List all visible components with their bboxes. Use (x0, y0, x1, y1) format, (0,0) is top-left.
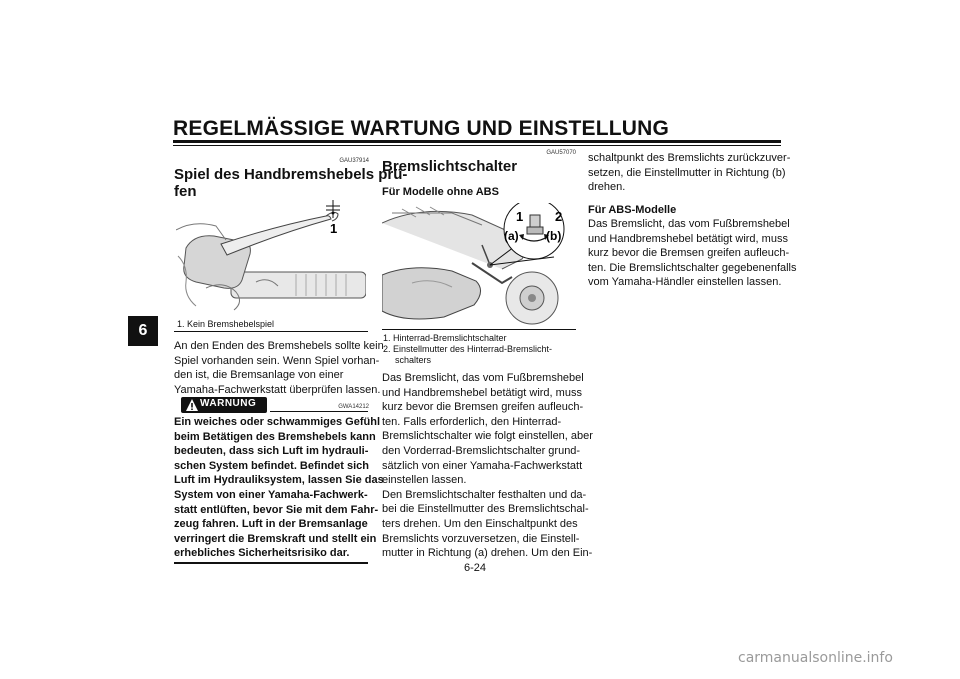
warning-text (174, 415, 384, 561)
section-heading-line: fen (174, 183, 197, 200)
warning-line: erhebliches Sicherheitsrisiko dar. (174, 547, 350, 560)
body-text (174, 339, 384, 397)
body-line: Das Bremslicht, das vom Fußbremshebel (382, 372, 584, 384)
body-line: und Handbremshebel betätigt wird, muss (382, 386, 582, 399)
section-heading-line: Spiel des Handbremshebels prü- (174, 166, 408, 183)
body-line: ten. Die Bremslichtschalter gegebenenfalls (588, 261, 797, 274)
chapter-number: 6 (138, 322, 148, 339)
body-line: vom Yamaha-Händler einstellen lassen. (588, 276, 782, 289)
body-line: einstellen lassen. (382, 474, 467, 487)
body-text (382, 371, 593, 561)
page-number: 6-24 (464, 562, 487, 574)
body-line: ten. Falls erforderlich, den Hinterrad- (382, 415, 562, 428)
warning-line: zeug fahren. Luft in der Bremsanlage (174, 518, 368, 531)
warning-line: statt entlüften, bevor Sie mit dem Fahr- (174, 503, 379, 516)
caption-line: schalters (395, 355, 432, 365)
figure-captions (383, 333, 552, 366)
body-line: Bremslichtschalter wie folgt einstellen, aber (382, 430, 593, 443)
subheading: Für ABS-Modelle (588, 204, 677, 216)
caption-divider (174, 331, 368, 332)
body-line: und Handbremshebel betätigt wird, muss (588, 232, 788, 245)
page-title: REGELMÄSSIGE WARTUNG UND EINSTELLUNG (173, 117, 670, 140)
body-line: ters drehen. Um den Einschaltpunkt des (382, 517, 578, 530)
section-code: GAU57070 (546, 150, 576, 156)
body-text (588, 217, 797, 290)
section-code: GAU37914 (339, 158, 369, 164)
warning-label: WARNUNG (200, 398, 257, 409)
section-heading: Bremslichtschalter (382, 158, 518, 175)
body-line: bei die Einstellmutter des Bremslichtschal- (382, 503, 589, 516)
figure-label-a: (a) (504, 229, 519, 243)
body-line: mutter in Richtung (a) drehen. Um den Ein- (382, 547, 593, 560)
title-rule-thin (173, 145, 781, 146)
subheading: Für Modelle ohne ABS (382, 186, 499, 198)
warning-rule (270, 411, 368, 412)
figure-label-b: (b) (546, 229, 562, 243)
warning-line: schen System befindet. Befindet sich (174, 459, 369, 472)
brake-switch-illustration (382, 203, 577, 328)
warning-line: Ein weiches oder schwammiges Gefühl (174, 416, 381, 428)
body-line: den Vorderrad-Bremslichtschalter grund- (382, 444, 581, 457)
figure-caption: 1. Kein Bremshebelspiel (177, 319, 275, 329)
warning-end-rule (174, 562, 368, 564)
figure-callout-1: 1 (516, 209, 524, 224)
body-line: An den Enden des Bremshebels sollte kein (174, 340, 384, 352)
body-text (588, 151, 790, 195)
body-line: sätzlich von einer Yamaha-Fachwerkstatt (382, 459, 583, 472)
figure-callout-1: 1 (330, 221, 338, 236)
body-line: Spiel vorhanden sein. Wenn Spiel vorhan- (174, 354, 380, 367)
caption-line: 1. Hinterrad-Bremslichtschalter (383, 333, 507, 343)
caption-divider (382, 329, 576, 330)
brake-lever-illustration (176, 200, 366, 312)
warning-line: verringert die Bremskraft und stellt ein (174, 532, 377, 545)
body-line: Den Bremslichtschalter festhalten und da- (382, 488, 587, 501)
caption-line: 2. Einstellmutter des Hinterrad-Bremslicht- (383, 344, 553, 354)
warning-line: Luft im Hydrauliksystem, lassen Sie das (174, 474, 384, 487)
body-line: Yamaha-Fachwerkstatt überprüfen lassen. (174, 383, 381, 396)
warning-line: bedeuten, dass sich Luft im hydrauli- (174, 445, 369, 458)
watermark-text: carmanualsonline.info (738, 650, 893, 666)
section-heading (174, 166, 407, 200)
body-line: Das Bremslicht, das vom Fußbremshebel (588, 218, 790, 230)
warning-code: GWA14212 (338, 404, 369, 410)
warning-line: System von einer Yamaha-Fachwerk- (174, 488, 368, 501)
warning-icon (185, 398, 199, 412)
body-line: den ist, die Bremsanlage von einer (174, 369, 344, 382)
warning-line: beim Betätigen des Bremshebels kann (174, 430, 376, 443)
body-line: setzen, die Einstellmutter in Richtung (b) (588, 166, 786, 179)
body-line: kurz bevor die Bremsen greifen aufleuch- (588, 247, 790, 260)
body-line: schaltpunkt des Bremslichts zurückzuver- (588, 152, 791, 164)
figure-callout-2: 2 (555, 209, 563, 224)
body-line: drehen. (588, 181, 626, 194)
body-line: Bremslichts vorzuversetzen, die Einstell- (382, 532, 580, 545)
body-line: kurz bevor die Bremsen greifen aufleuch- (382, 401, 584, 414)
title-rule (173, 140, 781, 143)
